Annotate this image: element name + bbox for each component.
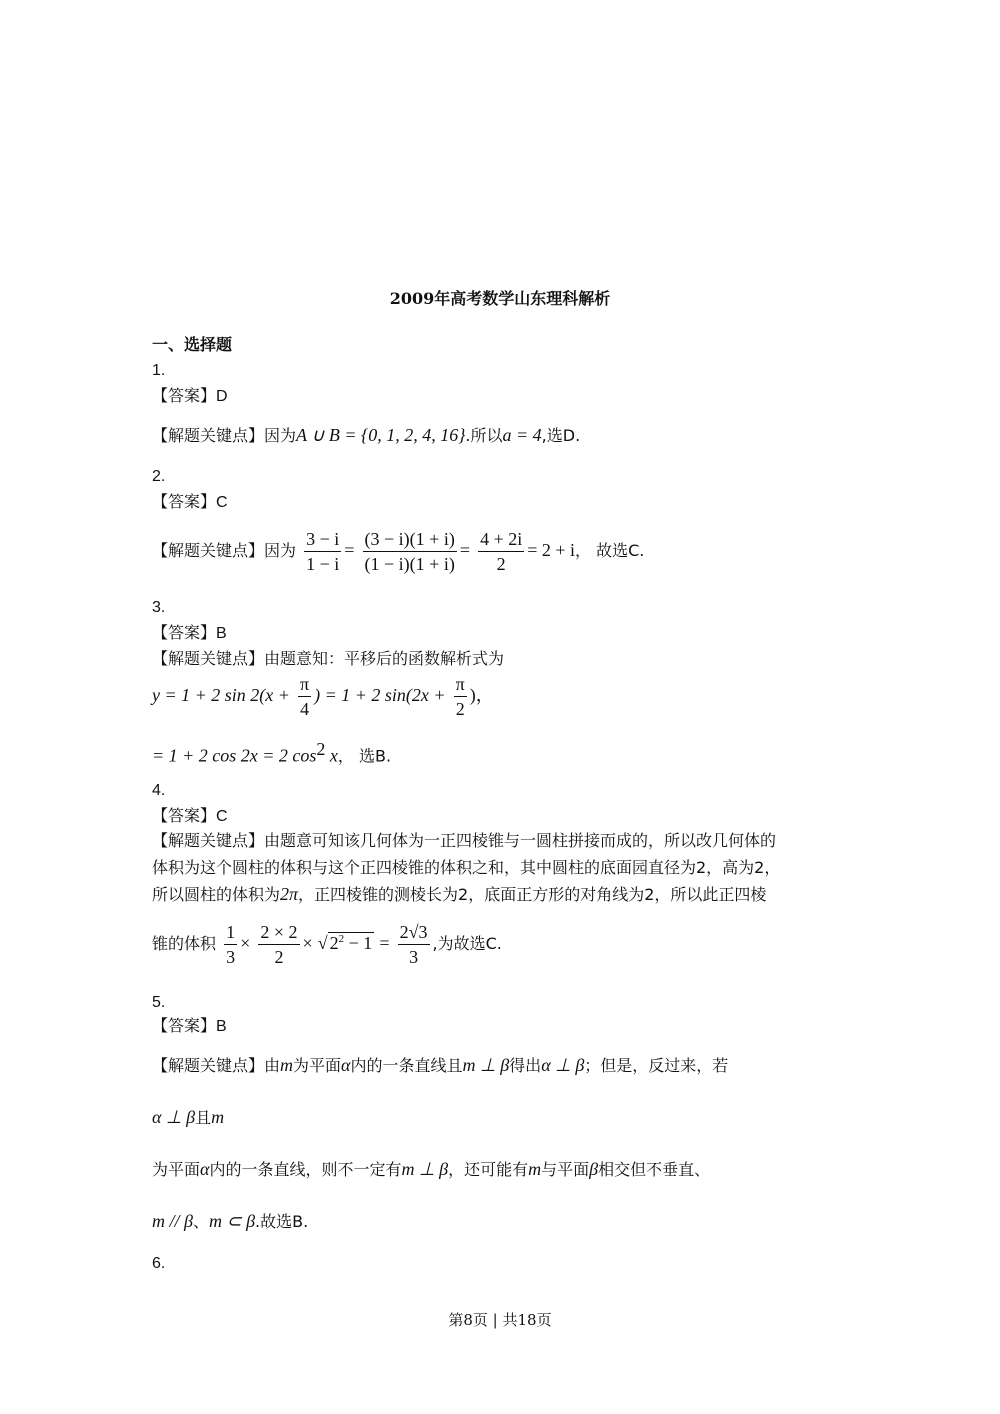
q1-answer	[152, 384, 850, 409]
q5-line-3	[152, 1153, 850, 1186]
q2-answer	[152, 490, 850, 515]
q3-pi-over-2	[454, 672, 467, 721]
q2-fraction-1	[304, 527, 341, 576]
text: ，还可能有	[448, 1160, 529, 1179]
sqrt-base: 2	[329, 933, 339, 953]
alpha-var: α	[341, 1055, 351, 1075]
q2-prefix: 因为	[264, 541, 297, 560]
q4-number: 4.	[152, 782, 166, 799]
text: 与平面	[541, 1160, 590, 1179]
q3-suffix: ， 选B.	[337, 746, 392, 766]
q5-number: 5.	[152, 994, 166, 1011]
q4-answer-value: C	[216, 808, 228, 825]
q5-line-4	[152, 1205, 850, 1238]
alpha-var: α	[200, 1159, 210, 1179]
sqrt-rest: − 1	[344, 933, 373, 953]
numerator: 2 × 2	[258, 920, 299, 945]
q4-suffix: ,为故选C.	[432, 934, 502, 953]
equals: =	[379, 933, 390, 953]
text: 、	[192, 1212, 209, 1231]
times: ×	[302, 933, 313, 953]
m-var: m	[280, 1055, 294, 1075]
q4-line-3a: 所以圆柱的体积为	[152, 885, 281, 904]
numerator: 2√3	[398, 920, 430, 945]
q1-expr: A ∪ B = {0, 1, 2, 4, 16}	[296, 425, 466, 445]
numerator: π	[454, 672, 467, 697]
q3-formula-c: )，	[469, 685, 494, 705]
q3-formula-d: = 1 + 2 cos 2x = 2 cos	[152, 745, 317, 766]
text: 由	[264, 1056, 281, 1075]
section-heading: 一、选择题	[152, 335, 233, 354]
key-label: 【解题关键点】	[152, 649, 265, 668]
text: 内的一条直线且	[350, 1056, 463, 1075]
q4-answer	[152, 804, 850, 829]
q5-answer	[152, 1014, 850, 1039]
q3-text: 由题意知：平移后的函数解析式为	[264, 649, 505, 668]
answer-label: 【答案】	[152, 492, 217, 511]
q2-fraction-3	[478, 527, 524, 576]
answer-label: 【答案】	[152, 623, 217, 642]
q2-answer-value: C	[216, 494, 228, 511]
q1-expr2: a = 4	[502, 425, 542, 445]
q2-suffix: ， 故选C.	[575, 541, 645, 560]
numerator: 4 + 2i	[478, 527, 524, 552]
numerator: 3 − i	[304, 527, 341, 552]
denominator: 1 − i	[306, 554, 340, 574]
q3-answer	[152, 621, 850, 646]
text: 且	[195, 1108, 212, 1127]
q4-fraction-3	[398, 920, 430, 969]
q4-fraction-1	[224, 920, 237, 969]
text: 为平面	[152, 1160, 201, 1179]
numerator: 1	[224, 920, 237, 945]
q5-answer-value: B	[216, 1018, 227, 1035]
page-footer: 第8页 | 共18页	[448, 1311, 552, 1329]
q1-prefix: 因为	[264, 426, 297, 445]
q4-sqrt	[318, 932, 375, 953]
q1-explanation	[152, 423, 850, 448]
answer-label: 【答案】	[152, 806, 217, 825]
numerator: (3 − i)(1 + i)	[363, 527, 457, 552]
subset-expr: m ⊂ β	[208, 1211, 256, 1231]
q2-fraction-2	[363, 527, 457, 576]
q2-explanation: 【解题关键点】因为 $\frac{3 - i}{1 - i}$ = $\frac{(3 - i)(1 + i)}{(1 - i)(1 + i)}$ = $\frac{4 + 2i}{2}$ = 2 + i， 故选C.	[152, 529, 645, 574]
numerator: π	[298, 672, 311, 697]
m-var: m	[211, 1107, 225, 1127]
q3-number: 3.	[152, 599, 166, 616]
text: 相交但不垂直、	[598, 1160, 711, 1179]
denominator: 2	[496, 554, 506, 574]
perp-expr: α ⊥ β	[152, 1107, 196, 1127]
q1-answer-value: D	[216, 388, 228, 405]
perp-expr: α ⊥ β	[541, 1055, 585, 1075]
sqrt-exp: 2	[338, 933, 345, 945]
q2-number: 2.	[152, 468, 166, 485]
q3-explanation	[152, 647, 850, 671]
q4-line-4a: 锥的体积	[152, 934, 217, 953]
denominator: (1 − i)(1 + i)	[364, 554, 455, 574]
q3-pi-over-4	[298, 672, 311, 721]
q3-formula-a: y = 1 + 2 sin 2(x +	[152, 685, 290, 705]
q3-formula-e: x	[325, 745, 338, 766]
perp-expr: m ⊥ β	[462, 1055, 510, 1075]
perp-expr: m ⊥ β	[401, 1159, 449, 1179]
answer-label: 【答案】	[152, 386, 217, 405]
q3-square: 2	[316, 739, 326, 759]
beta-var: β	[589, 1159, 599, 1179]
times: ×	[240, 933, 251, 953]
q3-answer-value: B	[216, 625, 227, 642]
parallel-expr: m // β	[152, 1211, 193, 1231]
q4-para-1	[152, 829, 850, 853]
q2-result: = 2 + i	[527, 540, 576, 560]
q3-formula-line-2	[152, 737, 850, 768]
denominator: 2	[455, 699, 465, 719]
page-title: 2009年高考数学山东理科解析	[389, 289, 611, 308]
q3-formula-b: ) = 1 + 2 sin(2x +	[314, 685, 446, 705]
text: 内的一条直线，则不一定有	[209, 1160, 402, 1179]
key-label: 【解题关键点】	[152, 426, 265, 445]
q1-suffix: ,选D.	[541, 426, 581, 445]
q3-formula-line-1	[152, 672, 850, 721]
q4-para-4	[152, 920, 850, 969]
text: 得出	[509, 1056, 542, 1075]
q1-mid: .所以	[465, 426, 503, 445]
denominator: 4	[300, 699, 310, 719]
sqrt-sign: √	[317, 933, 328, 953]
q6-number: 6.	[152, 1255, 166, 1272]
q5-line-2	[152, 1101, 850, 1134]
q4-line-1: 由题意可知该几何体为一正四棱锥与一圆柱拼接而成的，所以改几何体的	[264, 831, 777, 850]
m-var: m	[528, 1159, 542, 1179]
answer-label: 【答案】	[152, 1016, 217, 1035]
q1-number: 1.	[152, 362, 166, 379]
denominator: 3	[226, 947, 236, 967]
key-label: 【解题关键点】	[152, 541, 265, 560]
key-label: 【解题关键点】	[152, 1056, 265, 1075]
q4-para-3	[152, 882, 850, 907]
denominator: 2	[274, 947, 284, 967]
text: ；但是，反过来，若	[584, 1056, 729, 1075]
key-label: 【解题关键点】	[152, 831, 265, 850]
q4-line-3b: ，正四棱锥的测棱长为2，底面正方形的对角线为2，所以此正四棱	[298, 885, 767, 904]
q4-fraction-2	[258, 920, 299, 969]
q4-2pi: 2π	[280, 884, 299, 904]
text: 为平面	[293, 1056, 342, 1075]
q5-line-1	[152, 1049, 850, 1082]
q4-para-2: 体积为这个圆柱的体积与这个正四棱锥的体积之和，其中圆柱的底面园直径为2，高为2，	[152, 858, 781, 877]
q5-suffix: .故选B.	[255, 1212, 309, 1231]
denominator: 3	[409, 947, 419, 967]
